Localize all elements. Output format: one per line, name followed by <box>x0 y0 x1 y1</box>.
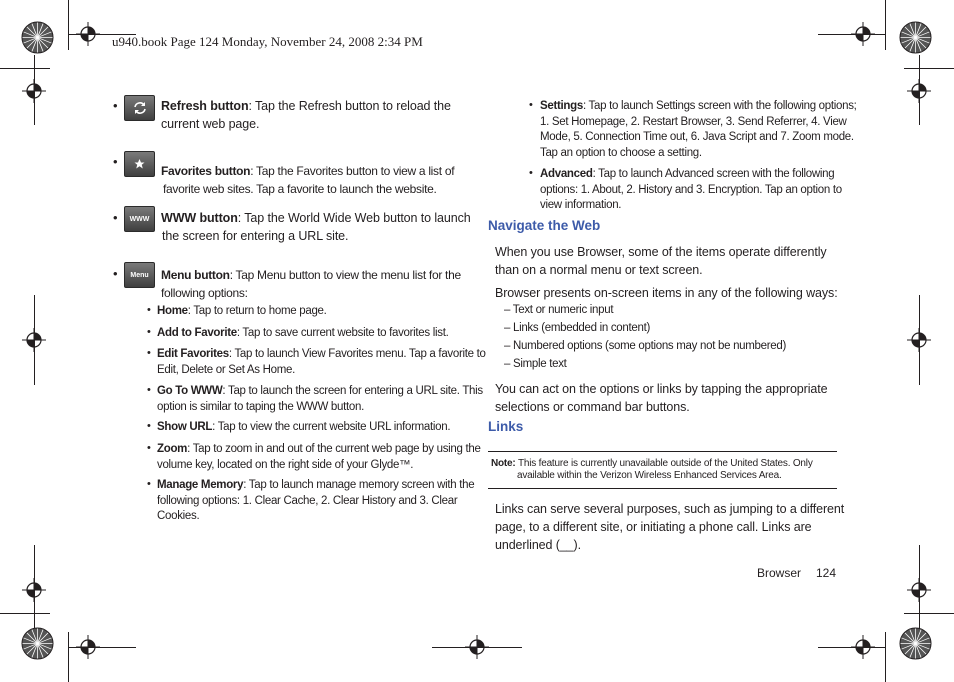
registration-mark-icon <box>851 22 875 46</box>
menu-option-item: Zoom: Tap to zoom in and out of the current web page by using the volume key, located on the right side of your Glyde™. <box>157 443 481 471</box>
settings-description: Settings: Tap to launch Settings screen with the following options; 1. Set Homepage, 2. Restart Browser, 3. Send Referrer, 4. View Mode, 5. Connection Time out, 6. Java Script and 7. Zoom mode. Tap an option to choose a setting. <box>540 100 857 159</box>
registration-mark-icon <box>22 79 46 103</box>
refresh-icon <box>132 101 148 115</box>
bullet: • <box>147 442 151 454</box>
menu-description: Menu button: Tap Menu button to view the menu list for the following options: <box>161 268 461 300</box>
star-icon <box>133 158 146 170</box>
menu-option-title: Go To WWW <box>157 385 223 397</box>
menu-option-item: Add to Favorite: Tap to save current website to favorites list. <box>157 327 449 339</box>
star-target-icon <box>899 21 932 54</box>
menu-option-title: Show URL <box>157 421 213 433</box>
crop-line <box>885 632 886 682</box>
navigate-paragraph-2: Browser presents on-screen items in any of the following ways: <box>495 286 838 300</box>
registration-mark-icon <box>465 635 489 659</box>
bullet: • <box>113 154 118 169</box>
menu-option-item: Go To WWW: Tap to launch the screen for entering a URL site. This option is similar to taping the WWW button. <box>157 385 483 413</box>
www-description: WWW button: Tap the World Wide Web button to launch the screen for entering a URL site. <box>161 211 471 243</box>
menu-option-title: Add to Favorite <box>157 327 237 339</box>
navigate-web-heading: Navigate the Web <box>488 218 601 233</box>
menu-option-item: Home: Tap to return to home page. <box>157 305 327 317</box>
navigate-paragraph-3: You can act on the options or links by tapping the appropriate selections or command bar buttons. <box>495 382 828 414</box>
crop-line <box>68 0 69 50</box>
bullet: • <box>113 210 118 225</box>
menu-option-item: Show URL: Tap to view the current website URL information. <box>157 421 451 433</box>
registration-mark-icon <box>907 328 931 352</box>
menu-option-title: Manage Memory <box>157 479 244 491</box>
menu-option-title: Home <box>157 305 188 317</box>
crop-line <box>904 68 954 69</box>
star-target-icon <box>21 627 54 660</box>
www-icon-label: WWW <box>129 215 150 223</box>
footer-section: Browser <box>757 566 802 580</box>
bullet: • <box>529 167 533 179</box>
advanced-description: Advanced: Tap to launch Advanced screen with the following options: 1. About, 2. History and 3. Encryption. Tap an option to view information. <box>540 168 842 211</box>
bullet: • <box>147 304 151 316</box>
www-button-image <box>124 206 155 232</box>
favorites-button-image <box>124 151 155 177</box>
navigate-paragraph-1: When you use Browser, some of the items operate differently than on a normal menu or text screen. <box>495 245 827 277</box>
menu-button-image <box>124 262 155 288</box>
refresh-description: Refresh button: Tap the Refresh button to reload the current web page. <box>161 99 451 131</box>
registration-mark-icon <box>22 578 46 602</box>
bullet: • <box>147 420 151 432</box>
crop-line <box>68 632 69 682</box>
refresh-button-image <box>124 95 155 121</box>
links-heading: Links <box>488 419 524 434</box>
print-header: u940.book Page 124 Monday, November 24, 2008 2:34 PM <box>112 34 423 49</box>
menu-option-item: Edit Favorites: Tap to launch View Favorites menu. Tap a favorite to Edit, Delete or Set As Home. <box>157 348 486 376</box>
bullet: • <box>147 326 151 338</box>
menu-title: Menu button <box>161 268 230 282</box>
favorites-description: Favorites button: Tap the Favorites button to view a list of favorite web sites. Tap a favorite to launch the website. <box>161 164 455 196</box>
registration-mark-icon <box>851 635 875 659</box>
list-item: – Text or numeric input <box>504 304 614 316</box>
menu-option-title: Edit Favorites <box>157 348 229 360</box>
registration-mark-icon <box>907 578 931 602</box>
crop-line <box>904 613 954 614</box>
registration-mark-icon <box>76 635 100 659</box>
page-number: 124 <box>816 566 837 580</box>
bullet: • <box>147 478 151 490</box>
bullet: • <box>529 99 533 111</box>
registration-mark-icon <box>907 79 931 103</box>
bullet: • <box>113 98 118 113</box>
bullet: • <box>147 347 151 359</box>
links-paragraph: Links can serve several purposes, such as jumping to a different page, to a different site, or initiating a phone call. Links are underlined (__). <box>495 502 845 552</box>
favorites-title: Favorites button <box>161 164 251 178</box>
star-target-icon <box>899 627 932 660</box>
advanced-title: Advanced <box>540 168 593 180</box>
registration-mark-icon <box>22 328 46 352</box>
menu-option-item: Manage Memory: Tap to launch manage memory screen with the following options: 1. Clear Cache, 2. Clear History and 3. Clear Cookies. <box>157 479 475 522</box>
registration-mark-icon <box>76 22 100 46</box>
crop-line <box>885 0 886 50</box>
crop-line <box>0 613 50 614</box>
bullet: • <box>113 266 118 281</box>
note-label: Note: <box>491 458 516 469</box>
refresh-title: Refresh button <box>161 99 249 113</box>
list-item: – Links (embedded in content) <box>504 322 651 334</box>
list-item: – Numbered options (some options may not be numbered) <box>504 340 786 352</box>
settings-title: Settings <box>540 100 583 112</box>
crop-line <box>0 68 50 69</box>
menu-icon-label: Menu <box>130 271 149 279</box>
bullet: • <box>147 384 151 396</box>
star-target-icon <box>21 21 54 54</box>
menu-option-title: Zoom <box>157 443 188 455</box>
list-item: – Simple text <box>504 358 567 370</box>
note-text: Note: This feature is currently unavailable outside of the United States. Only available within the Verizon Wireless Enhanced Services Area. <box>491 458 813 481</box>
www-title: WWW button <box>161 211 238 225</box>
